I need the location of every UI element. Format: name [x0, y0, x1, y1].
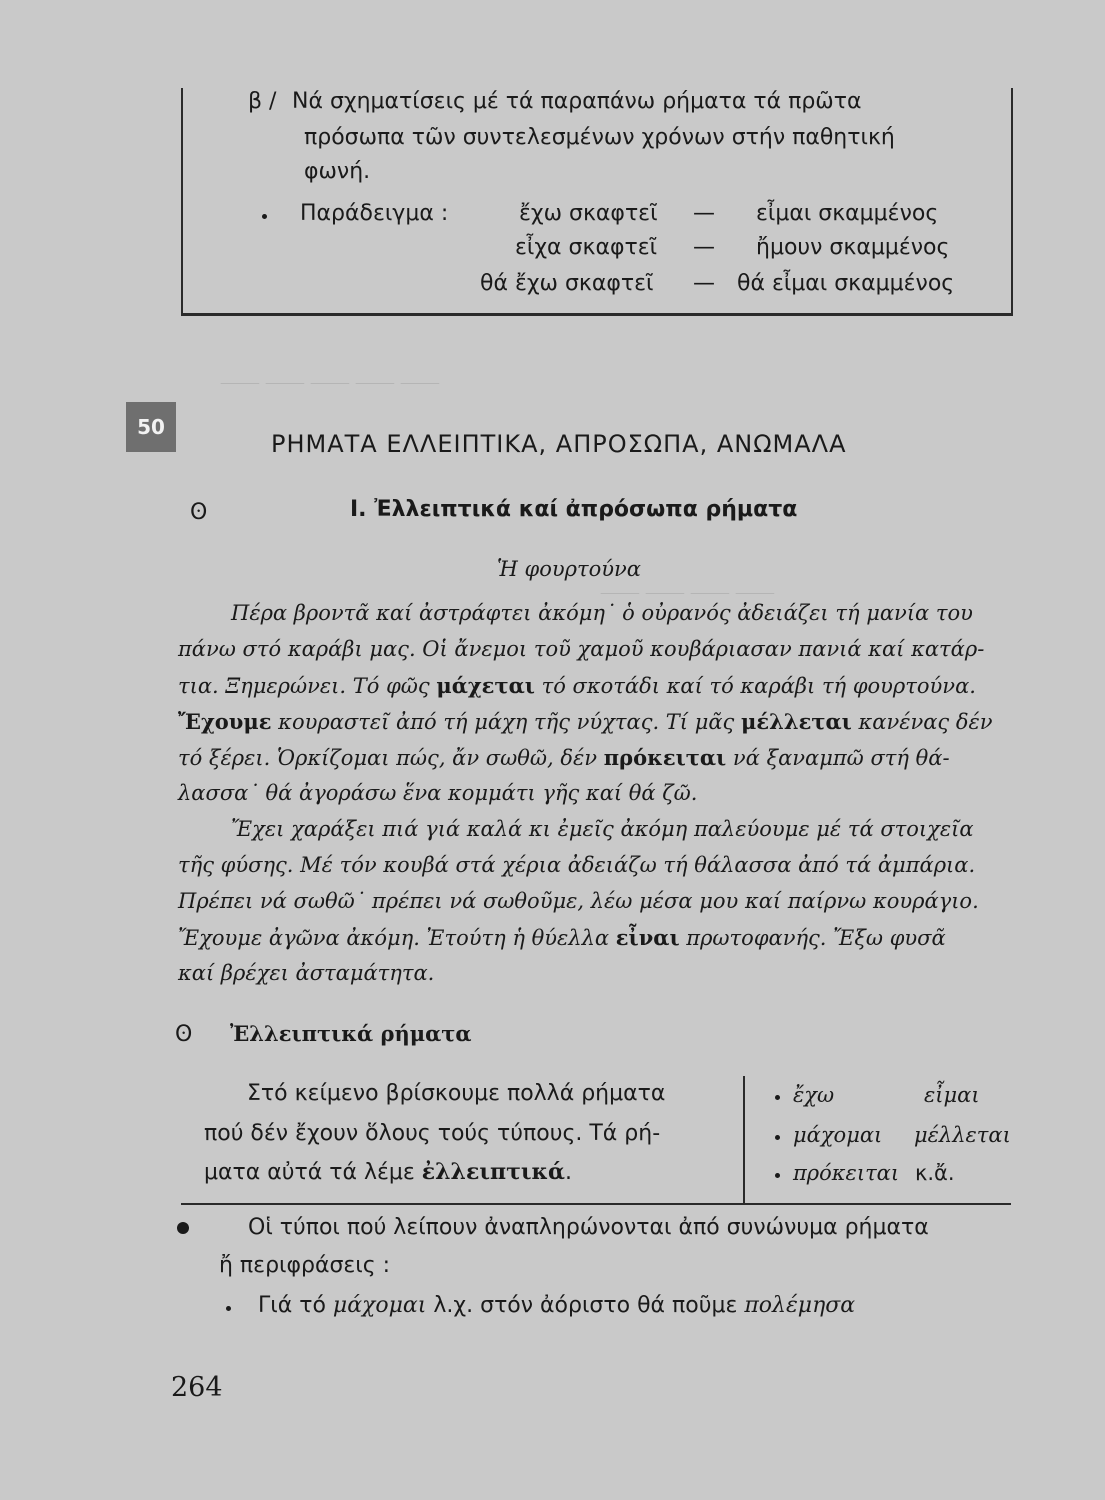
- show-through-text: ⸻ ⸻ ⸻ ⸻ ⸻: [220, 373, 440, 392]
- example-row-3-dash: —: [693, 271, 715, 296]
- example-row-2-dash: —: [693, 235, 715, 260]
- bullet-icon: [177, 1222, 189, 1234]
- exercise-label: β /: [248, 89, 277, 114]
- passage-line: Ἔχουμε κουραστεῖ ἀπό τή μάχη τῆς νύχτας. Τί μᾶς μέλλεται κανένας δέν: [178, 709, 993, 734]
- theta-icon: ʘ: [175, 1022, 193, 1047]
- example-label: Παράδειγμα :: [300, 201, 449, 226]
- section2-title: Ἐλλειπτικά ρήματα: [230, 1021, 472, 1046]
- section-number-badge: 50: [126, 402, 176, 452]
- bullet-icon: [775, 1173, 780, 1178]
- passage-line: τια. Ξημερώνει. Τό φῶς μάχεται τό σκοτάδι καί τό καράβι τή φουρτούνα.: [178, 673, 976, 698]
- info-line-3: ματα αὐτά τά λέμε ἐλλειπτικά.: [204, 1159, 572, 1185]
- bold-word: μάχεται: [436, 673, 535, 698]
- note-line-1: Οἱ τύποι πού λείπουν ἀναπληρώνονται ἀπό συνώνυμα ρήματα: [248, 1215, 929, 1240]
- bullet-icon: [775, 1095, 780, 1100]
- example-row-1-right: εἶμαι σκαμμένος: [756, 201, 939, 226]
- passage-line: τῆς φύσης. Μέ τόν κουβά στά χέρια ἀδειάζω τή θάλασσα ἀπό τά ἀμπάρια.: [178, 853, 976, 877]
- bullet-icon: [262, 214, 267, 219]
- verb-item: μάχομαι: [793, 1123, 883, 1147]
- bold-word: πρόκειται: [603, 745, 727, 770]
- passage-line: τό ξέρει. Ὁρκίζομαι πώς, ἄν σωθῶ, δέν πρόκειται νά ξαναμπῶ στή θά-: [178, 745, 950, 770]
- theta-icon: ʘ: [190, 500, 208, 525]
- page-number: 264: [171, 1372, 223, 1403]
- bullet-icon: [775, 1135, 780, 1140]
- example-row-2-left: εἶχα σκαφτεῖ: [515, 235, 658, 260]
- show-through-text: ⸻ ⸻ ⸻ ⸻: [600, 583, 775, 602]
- passage-line: καί βρέχει ἀσταμάτητα.: [178, 961, 435, 985]
- passage-line: πάνω στό καράβι μας. Οἱ ἄνεμοι τοῦ χαμοῦ κουβάριασαν πανιά καί κατάρ-: [178, 637, 985, 661]
- divider: [181, 1203, 1011, 1205]
- info-line-2: πού δέν ἔχουν ὅλους τούς τύπους. Τά ρή-: [204, 1121, 661, 1146]
- bullet-icon: [226, 1306, 231, 1311]
- italic-word: μάχομαι: [332, 1293, 427, 1318]
- subtitle: I. Ἐλλειπτικά καί ἀπρόσωπα ρήματα: [350, 497, 798, 522]
- verb-item: κ.ἄ.: [915, 1161, 955, 1185]
- passage-line: Πέρα βροντᾶ καί ἀστράφτει ἀκόμη˙ ὁ οὐρανός ἀδειάζει τή μανία του: [231, 601, 973, 625]
- passage-line: Ἔχουμε ἀγῶνα ἀκόμη. Ἐτούτη ἡ θύελλα εἶναι πρωτοφανής. Ἔξω φυσᾶ: [178, 925, 946, 950]
- note-line-2: ἤ περιφράσεις :: [219, 1253, 391, 1278]
- verb-item: εἶμαι: [924, 1083, 980, 1107]
- passage-line: λασσα˙ θά ἀγοράσω ἕνα κομμάτι γῆς καί θά ζῶ.: [178, 781, 698, 805]
- note-line-3: Γιά τό μάχομαι λ.χ. στόν ἀόριστο θά ποῦμε πολέμησα: [258, 1293, 856, 1318]
- example-row-1-left: ἔχω σκαφτεῖ: [519, 201, 658, 226]
- verb-item: μέλλεται: [914, 1123, 1011, 1147]
- exercise-line-2: πρόσωπα τῶν συντελεσμένων χρόνων στήν παθητική: [304, 125, 895, 150]
- bold-word: μέλλεται: [741, 709, 852, 734]
- section-title: ΡΗΜΑΤΑ ΕΛΛΕΙΠΤΙΚΑ, ΑΠΡΟΣΩΠΑ, ΑΝΩΜΑΛΑ: [271, 430, 847, 458]
- bold-word: ἐλλειπτικά: [421, 1159, 565, 1185]
- info-line-1: Στό κείμενο βρίσκουμε πολλά ρήματα: [247, 1081, 666, 1106]
- passage-line: Ἔχει χαράξει πιά γιά καλά κι ἐμεῖς ἀκόμη παλεύουμε μέ τά στοιχεῖα: [231, 817, 974, 841]
- passage-title: Ἡ φουρτούνα: [497, 557, 641, 581]
- italic-word: πολέμησα: [744, 1293, 856, 1318]
- example-row-2-right: ἤμουν σκαμμένος: [756, 235, 950, 260]
- example-row-3-right: θά εἶμαι σκαμμένος: [737, 271, 955, 296]
- bold-word: Ἔχουμε: [178, 709, 272, 734]
- exercise-line-3: φωνή.: [304, 159, 371, 184]
- bold-word: εἶναι: [615, 925, 680, 950]
- exercise-line-1: Νά σχηματίσεις μέ τά παραπάνω ρήματα τά πρῶτα: [292, 89, 862, 114]
- divider: [743, 1076, 745, 1204]
- verb-item: πρόκειται: [793, 1161, 900, 1185]
- passage-line: Πρέπει νά σωθῶ˙ πρέπει νά σωθοῦμε, λέω μέσα μου καί παίρνω κουράγιο.: [178, 889, 979, 913]
- verb-item: ἔχω: [793, 1083, 835, 1107]
- example-row-1-dash: —: [693, 201, 715, 226]
- example-row-3-left: θά ἔχω σκαφτεῖ: [480, 271, 654, 296]
